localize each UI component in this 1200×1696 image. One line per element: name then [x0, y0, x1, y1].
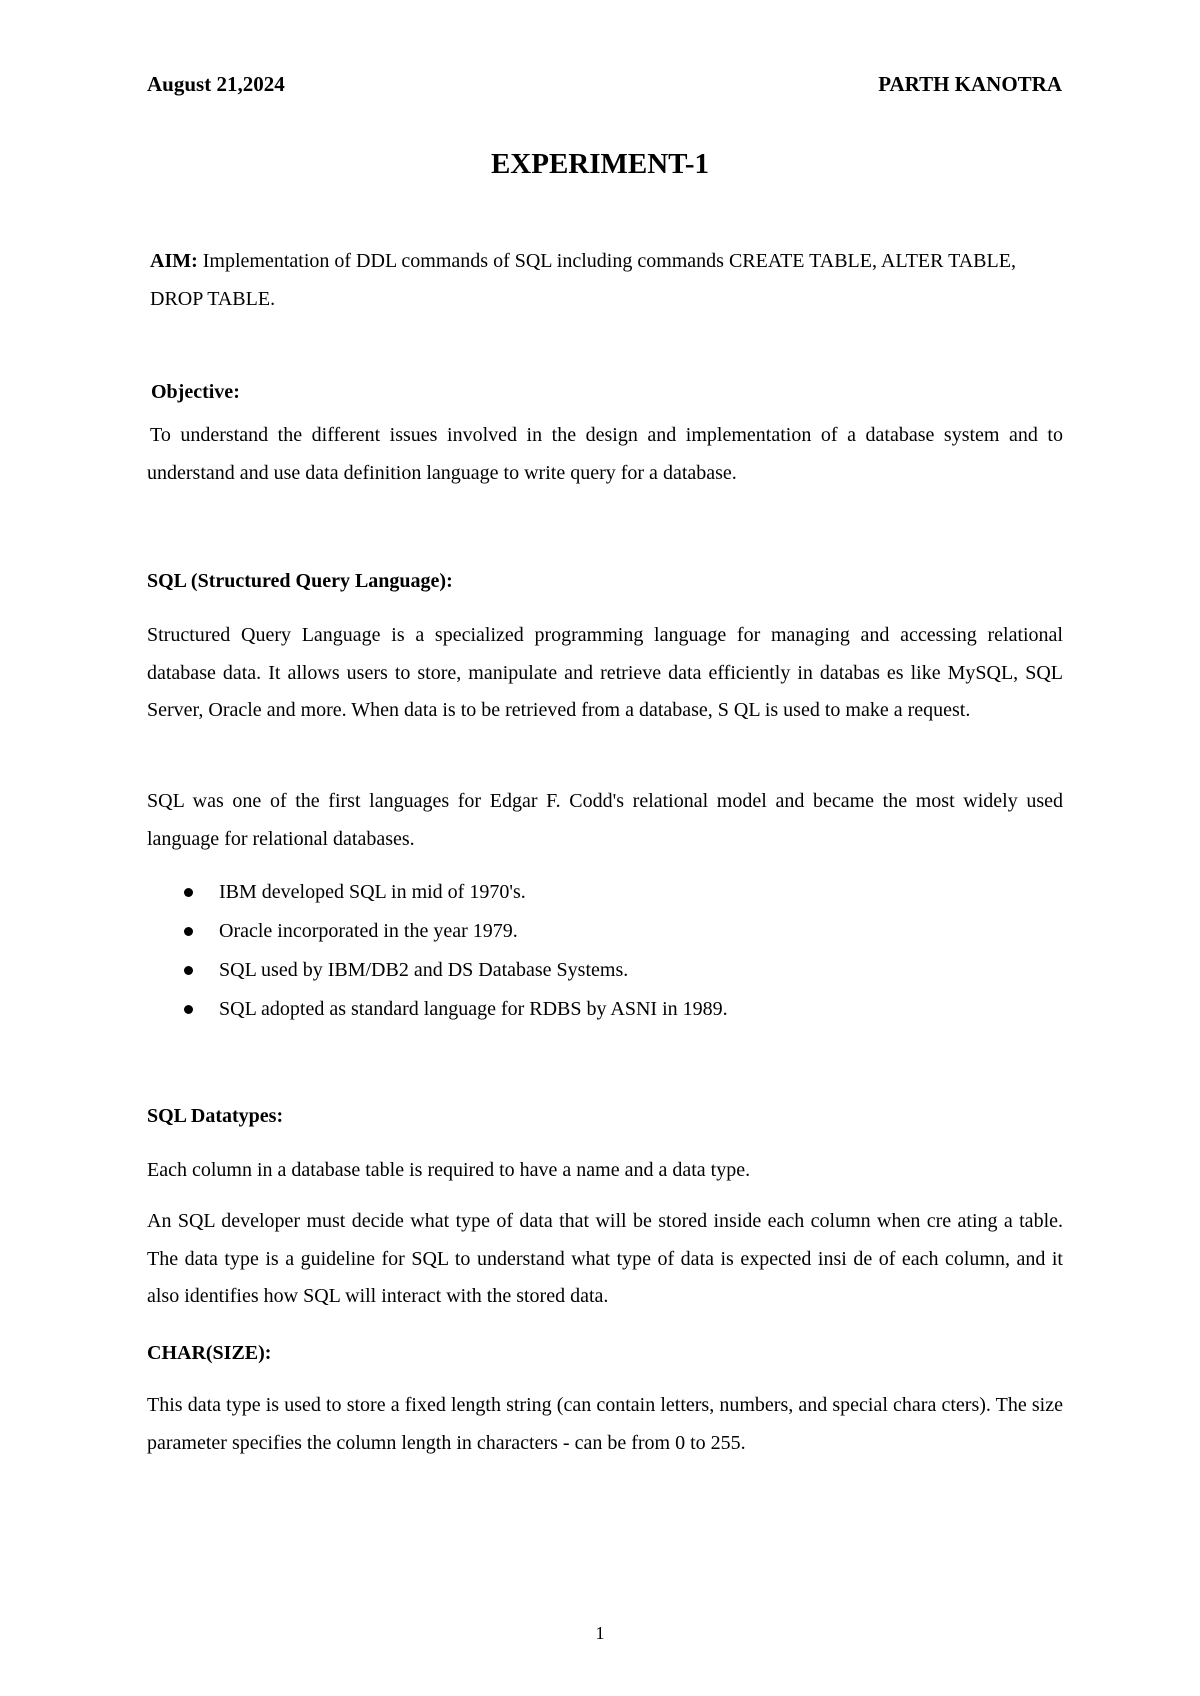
list-item [147, 990, 728, 1029]
char-heading: CHAR(SIZE): [147, 1342, 272, 1364]
char-paragraph: This data type is used to store a fixed length string (can contain letters, numbers, and special chara cters). The size parameter specifies the column length in characters - can be from 0 to 255. [147, 1394, 1063, 1454]
aim-paragraph [150, 243, 1030, 318]
page-number: 1 [595, 1623, 605, 1643]
header-date: August 21,2024 [147, 72, 285, 96]
bullet-icon [184, 966, 193, 975]
bullet-icon [184, 927, 193, 936]
sql-paragraph-2: SQL was one of the first languages for Edgar F. Codd's relational model and became the most widely used language for relational databases. [147, 790, 1063, 850]
list-item [147, 873, 728, 912]
objective-heading: Objective: [151, 381, 240, 403]
sql-history-list [147, 873, 728, 1029]
header-author: PARTH KANOTRA [878, 72, 1062, 96]
objective-text: To understand the different issues involved in the design and implementation of a database system and to understand and use data definition language to write query for a database. [147, 424, 1063, 484]
list-item-text: Oracle incorporated in the year 1979. [219, 920, 518, 942]
bullet-icon [184, 1005, 193, 1014]
bullet-icon [184, 888, 193, 897]
aim-text: Implementation of DDL commands of SQL including commands CREATE TABLE, ALTER TABLE, DROP TABLE. [150, 250, 1016, 310]
list-item-text: SQL used by IBM/DB2 and DS Database Systems. [219, 959, 629, 981]
list-item [147, 951, 728, 990]
datatypes-paragraph-2: An SQL developer must decide what type of data that will be stored inside each column when cre ating a table. The data type is a guideline for SQL to understand what type of data is expected insi de of each column, and it also identifies how SQL will interact with the stored data. [147, 1210, 1063, 1307]
sql-heading: SQL (Structured Query Language): [147, 570, 453, 592]
sql-paragraph-1: Structured Query Language is a specialized programming language for managing and accessing relational database data. It allows users to store, manipulate and retrieve data efficiently in databas es like MySQL, SQL Server, Oracle and more. When data is to be retrieved from a database, S QL is used to make a request. [147, 624, 1063, 721]
datatypes-paragraph-1: Each column in a database table is required to have a name and a data type. [147, 1159, 751, 1181]
page-title: EXPERIMENT-1 [490, 148, 710, 180]
aim-label: AIM: [150, 250, 198, 272]
list-item-text: IBM developed SQL in mid of 1970's. [219, 881, 526, 903]
datatypes-heading: SQL Datatypes: [147, 1105, 284, 1127]
list-item [147, 912, 728, 951]
list-item-text: SQL adopted as standard language for RDBS by ASNI in 1989. [219, 998, 728, 1020]
